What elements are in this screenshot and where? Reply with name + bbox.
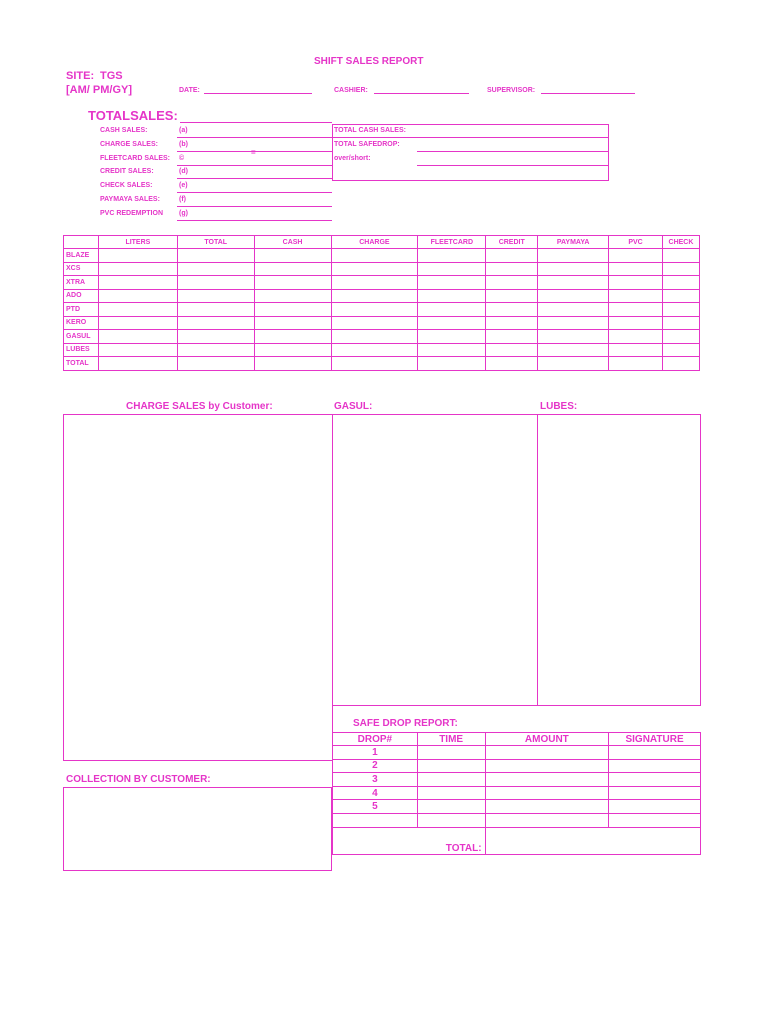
table-cell[interactable] xyxy=(609,249,663,263)
column-header: SIGNATURE xyxy=(609,733,701,746)
row-label: BLAZE xyxy=(64,249,99,263)
table-cell[interactable] xyxy=(418,276,486,290)
row-label: ADO xyxy=(64,289,99,303)
date-field[interactable] xyxy=(204,93,312,94)
table-cell[interactable] xyxy=(177,262,254,276)
cashier-field[interactable] xyxy=(374,93,469,94)
column-header: PAYMAYA xyxy=(538,236,609,249)
table-cell[interactable] xyxy=(538,316,609,330)
check-sales-field[interactable] xyxy=(177,192,332,193)
table-cell[interactable] xyxy=(609,786,701,800)
table-cell[interactable] xyxy=(254,330,331,344)
column-header: FLEETCARD xyxy=(418,236,486,249)
table-cell[interactable] xyxy=(98,303,177,317)
row-label: PTD xyxy=(64,303,99,317)
column-header: PVC xyxy=(609,236,663,249)
table-cell[interactable] xyxy=(331,330,418,344)
charge-by-customer-title: CHARGE SALES by Customer: xyxy=(126,401,273,412)
table-cell[interactable] xyxy=(331,343,418,357)
table-cell[interactable] xyxy=(538,289,609,303)
table-row xyxy=(333,800,701,814)
summary-divider xyxy=(332,137,609,138)
table-cell[interactable] xyxy=(417,773,485,787)
site-value: TGS xyxy=(100,70,123,82)
gasul-title: GASUL: xyxy=(334,401,373,412)
table-cell[interactable] xyxy=(538,330,609,344)
table-cell[interactable] xyxy=(98,262,177,276)
table-cell[interactable] xyxy=(662,316,699,330)
total-safedrop-label: TOTAL SAFEDROP: xyxy=(334,141,400,148)
table-cell[interactable] xyxy=(177,330,254,344)
cashier-label: CASHIER: xyxy=(334,87,368,94)
shift-selector: [AM/ PM/GY] xyxy=(66,84,132,96)
safe-drop-table xyxy=(332,732,701,855)
table-cell[interactable] xyxy=(609,343,663,357)
column-header: TIME xyxy=(417,733,485,746)
table-cell[interactable] xyxy=(417,800,485,814)
table-cell[interactable] xyxy=(486,343,538,357)
row-label: XTRA xyxy=(64,276,99,290)
drop-number: 1 xyxy=(333,746,418,760)
paymaya-sales-field[interactable] xyxy=(177,206,332,207)
over-short-label: over/short: xyxy=(334,155,371,162)
table-cell[interactable] xyxy=(331,289,418,303)
collection-title: COLLECTION BY CUSTOMER: xyxy=(66,774,211,785)
table-cell[interactable] xyxy=(486,316,538,330)
column-header: CHARGE xyxy=(331,236,418,249)
table-header-row xyxy=(333,733,701,746)
table-cell[interactable] xyxy=(486,289,538,303)
table-row xyxy=(333,786,701,800)
row-label: GASUL xyxy=(64,330,99,344)
table-cell[interactable] xyxy=(254,316,331,330)
table-cell[interactable] xyxy=(609,316,663,330)
table-cell[interactable] xyxy=(486,330,538,344)
cash-sales-field[interactable] xyxy=(177,137,332,138)
table-cell[interactable] xyxy=(538,303,609,317)
table-cell[interactable] xyxy=(485,786,609,800)
table-cell[interactable] xyxy=(417,759,485,773)
credit-sales-field[interactable] xyxy=(177,178,332,179)
total-sales-field[interactable] xyxy=(180,122,332,123)
column-header: LITERS xyxy=(98,236,177,249)
table-cell[interactable] xyxy=(98,249,177,263)
summary-divider xyxy=(417,151,609,152)
table-cell[interactable] xyxy=(538,357,609,371)
table-cell[interactable] xyxy=(486,262,538,276)
table-cell[interactable] xyxy=(538,249,609,263)
table-cell[interactable] xyxy=(609,800,701,814)
table-cell[interactable] xyxy=(538,262,609,276)
table-row xyxy=(333,813,701,827)
supervisor-field[interactable] xyxy=(541,93,635,94)
table-cell[interactable] xyxy=(331,249,418,263)
table-cell[interactable] xyxy=(417,746,485,760)
table-cell[interactable] xyxy=(331,316,418,330)
table-cell[interactable] xyxy=(609,289,663,303)
safe-drop-title: SAFE DROP REPORT: xyxy=(353,718,458,729)
table-cell[interactable] xyxy=(486,249,538,263)
table-cell[interactable] xyxy=(254,289,331,303)
table-cell[interactable] xyxy=(418,303,486,317)
fleetcard-sales-code: © xyxy=(179,155,185,162)
table-cell[interactable] xyxy=(177,316,254,330)
table-cell[interactable] xyxy=(177,343,254,357)
drop-number: 4 xyxy=(333,786,418,800)
table-row xyxy=(64,303,700,317)
table-cell[interactable] xyxy=(98,357,177,371)
pvc-redemption-field[interactable] xyxy=(177,220,332,221)
table-cell[interactable] xyxy=(331,276,418,290)
table-cell[interactable] xyxy=(609,746,701,760)
drop-number: 3 xyxy=(333,773,418,787)
total-cash-sales-label: TOTAL CASH SALES: xyxy=(334,127,406,134)
table-row xyxy=(333,773,701,787)
paymaya-sales-label: PAYMAYA SALES: xyxy=(100,196,160,203)
table-cell[interactable] xyxy=(662,330,699,344)
table-cell[interactable] xyxy=(177,303,254,317)
table-cell[interactable] xyxy=(98,316,177,330)
fleetcard-sales-field[interactable] xyxy=(177,165,332,166)
drop-number xyxy=(333,813,418,827)
table-cell[interactable] xyxy=(418,262,486,276)
cash-sales-label: CASH SALES: xyxy=(100,127,148,134)
table-cell[interactable] xyxy=(331,357,418,371)
table-cell[interactable] xyxy=(485,759,609,773)
table-row xyxy=(64,330,700,344)
table-header-row xyxy=(64,236,700,249)
table-cell[interactable] xyxy=(609,357,663,371)
column-header: CASH xyxy=(254,236,331,249)
table-row xyxy=(64,276,700,290)
table-cell[interactable] xyxy=(177,276,254,290)
table-row xyxy=(64,357,700,371)
safe-drop-total-label: TOTAL: xyxy=(333,827,486,854)
page-title: SHIFT SALES REPORT xyxy=(314,56,424,67)
equals-mark: = xyxy=(251,148,256,157)
site-label: SITE: xyxy=(66,70,95,82)
table-cell[interactable] xyxy=(98,276,177,290)
table-cell[interactable] xyxy=(662,357,699,371)
table-cell[interactable] xyxy=(177,289,254,303)
column-header: AMOUNT xyxy=(485,733,609,746)
row-label: TOTAL xyxy=(64,357,99,371)
table-cell[interactable] xyxy=(662,343,699,357)
table-cell[interactable] xyxy=(98,330,177,344)
table-row xyxy=(64,289,700,303)
table-cell[interactable] xyxy=(609,303,663,317)
charge-by-customer-box[interactable] xyxy=(63,414,333,761)
credit-sales-code: (d) xyxy=(179,168,188,175)
table-cell[interactable] xyxy=(418,330,486,344)
row-label: LUBES xyxy=(64,343,99,357)
collection-box[interactable] xyxy=(63,787,332,871)
row-label: KERO xyxy=(64,316,99,330)
safe-drop-total-row xyxy=(333,827,701,854)
table-cell[interactable] xyxy=(609,813,701,827)
paymaya-sales-code: (f) xyxy=(179,196,186,203)
safe-drop-total-field[interactable] xyxy=(485,827,700,854)
charge-sales-code: (b) xyxy=(179,141,188,148)
table-cell[interactable] xyxy=(485,746,609,760)
lubes-box[interactable] xyxy=(537,414,701,706)
table-cell[interactable] xyxy=(486,303,538,317)
table-cell[interactable] xyxy=(662,289,699,303)
column-header: TOTAL xyxy=(177,236,254,249)
column-header: CHECK xyxy=(662,236,699,249)
table-cell[interactable] xyxy=(254,276,331,290)
table-cell[interactable] xyxy=(331,262,418,276)
table-row xyxy=(64,262,700,276)
table-cell[interactable] xyxy=(177,249,254,263)
date-label: DATE: xyxy=(179,87,200,94)
table-cell[interactable] xyxy=(417,813,485,827)
pvc-redemption-code: (g) xyxy=(179,210,188,217)
table-cell[interactable] xyxy=(418,289,486,303)
supervisor-label: SUPERVISOR: xyxy=(487,87,536,94)
table-cell[interactable] xyxy=(98,343,177,357)
table-cell[interactable] xyxy=(609,759,701,773)
table-row xyxy=(333,759,701,773)
table-row xyxy=(64,316,700,330)
table-cell[interactable] xyxy=(331,303,418,317)
table-cell[interactable] xyxy=(98,289,177,303)
summary-divider xyxy=(417,165,609,166)
table-cell[interactable] xyxy=(485,813,609,827)
charge-sales-label: CHARGE SALES: xyxy=(100,141,158,148)
table-cell[interactable] xyxy=(609,330,663,344)
table-cell[interactable] xyxy=(254,262,331,276)
table-cell[interactable] xyxy=(662,276,699,290)
table-cell[interactable] xyxy=(485,773,609,787)
table-cell[interactable] xyxy=(486,357,538,371)
table-cell[interactable] xyxy=(662,249,699,263)
column-header: CREDIT xyxy=(486,236,538,249)
row-label: XCS xyxy=(64,262,99,276)
total-sales-label: TOTALSALES: xyxy=(88,108,178,123)
table-cell[interactable] xyxy=(254,343,331,357)
product-sales-table xyxy=(63,235,700,371)
drop-number: 2 xyxy=(333,759,418,773)
table-cell[interactable] xyxy=(609,276,663,290)
table-cell[interactable] xyxy=(254,303,331,317)
table-cell[interactable] xyxy=(254,357,331,371)
cash-sales-code: (a) xyxy=(179,127,188,134)
lubes-title: LUBES: xyxy=(540,401,578,412)
credit-sales-label: CREDIT SALES: xyxy=(100,168,154,175)
table-cell[interactable] xyxy=(662,262,699,276)
table-cell[interactable] xyxy=(418,343,486,357)
check-sales-code: (e) xyxy=(179,182,188,189)
table-row xyxy=(333,746,701,760)
table-cell[interactable] xyxy=(486,276,538,290)
table-row xyxy=(64,249,700,263)
table-row xyxy=(64,343,700,357)
table-cell[interactable] xyxy=(609,262,663,276)
table-cell[interactable] xyxy=(538,343,609,357)
column-header xyxy=(64,236,99,249)
table-cell[interactable] xyxy=(418,249,486,263)
pvc-redemption-label: PVC REDEMPTION xyxy=(100,210,164,217)
check-sales-label: CHECK SALES: xyxy=(100,182,153,189)
table-cell[interactable] xyxy=(417,786,485,800)
table-cell[interactable] xyxy=(418,357,486,371)
table-cell[interactable] xyxy=(609,773,701,787)
table-cell[interactable] xyxy=(538,276,609,290)
table-cell[interactable] xyxy=(254,249,331,263)
gasul-box[interactable] xyxy=(332,414,538,706)
column-header: DROP# xyxy=(333,733,418,746)
fleetcard-sales-label: FLEETCARD SALES: xyxy=(100,155,170,162)
drop-number: 5 xyxy=(333,800,418,814)
table-cell[interactable] xyxy=(662,303,699,317)
table-cell[interactable] xyxy=(418,316,486,330)
table-cell[interactable] xyxy=(177,357,254,371)
table-cell[interactable] xyxy=(485,800,609,814)
